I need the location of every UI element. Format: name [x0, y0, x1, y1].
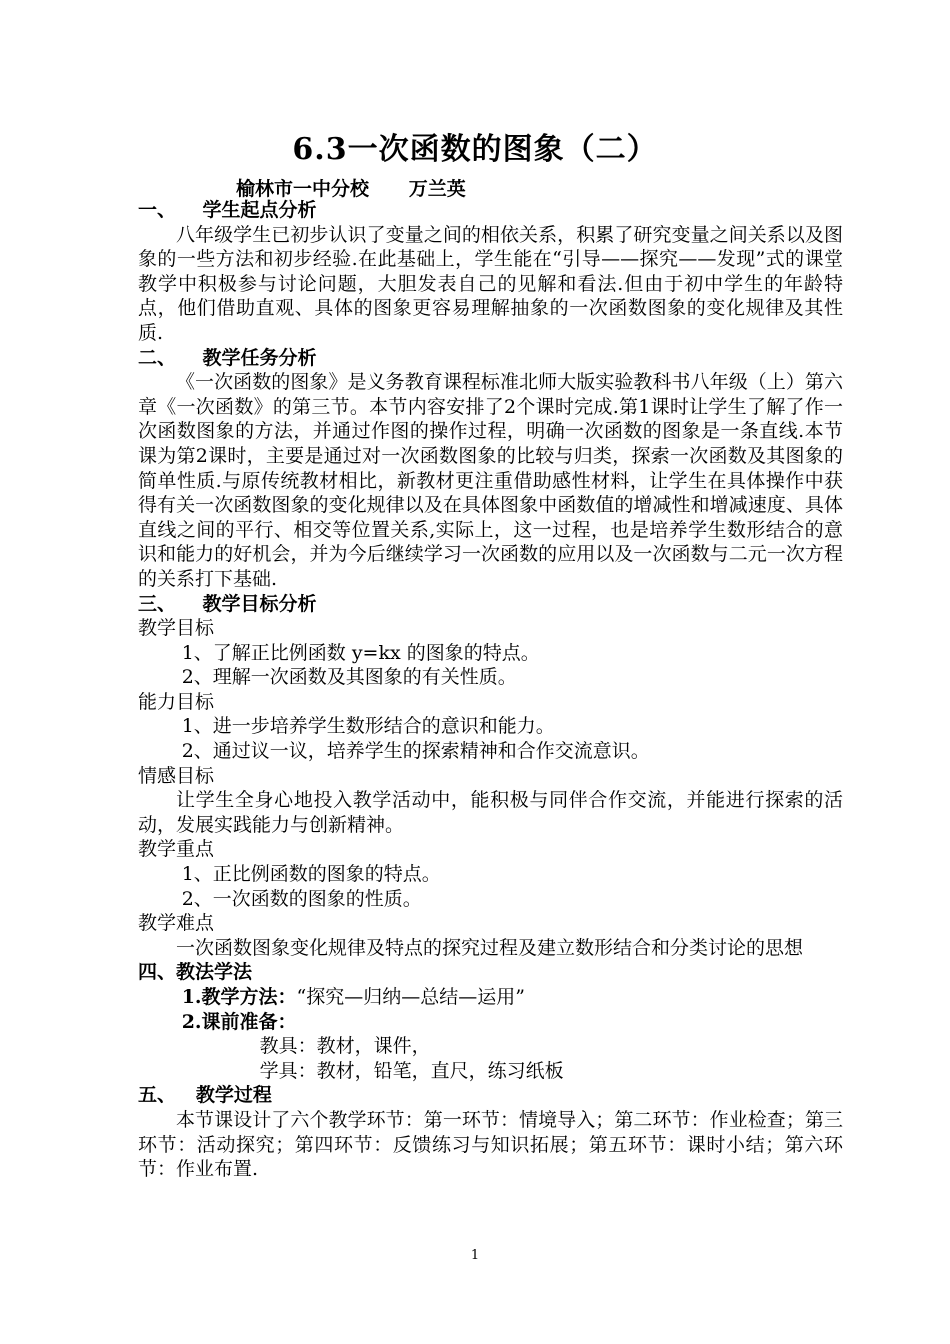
page-number: 1 [470, 1248, 480, 1263]
teacher-tools: 教具：教材，课件， [259, 1035, 431, 1058]
ability-goal-item: 1、进一步培养学生数形结合的意识和能力。 [181, 715, 555, 738]
section-5-paragraph: 本节课设计了六个教学环节：第一环节：情境导入；第二环节：作业检查；第三环节：活动探究；第四环节：反馈练习与知识拓展；第五环节：课时小结；第六环节：作业布置. [138, 1108, 843, 1181]
student-tools: 学具：教材，铅笔，直尺，练习纸板 [259, 1059, 564, 1082]
difficulty-label: 教学难点 [138, 912, 215, 935]
difficulty-paragraph: 一次函数图象变化规律及特点的探究过程及建立数形结合和分类讨论的思想 [176, 936, 804, 959]
section-2-heading: 二、 教学任务分析 [138, 346, 317, 369]
document-body [138, 198, 843, 1182]
emotion-goal-label: 情感目标 [138, 764, 215, 787]
key-point-item: 1、正比例函数的图象的特点。 [181, 863, 441, 886]
section-2-paragraph: 《一次函数的图象》是义务教育课程标准北师大版实验教科书八年级（上）第六章《一次函数》的第三节。本节内容安排了2个课时完成.第1课时让学生了解了作一次函数图象的方法，并通过作图的操作过程，明确一次函数的图象是一条直线.本节课为第2课时，主要是通过对一次函数图象的比较与归类，探索一次函数及其图象的简单性质.与原传统教材相比，新教材更注重借助感性材料，让学生在具体操作中获得有关一次函数图象的变化规律以及在具体图象中函数值的增减性和增减速度、具体直线之间的平行、相交等位置关系,实际上，这一过程，也是培养学生数形结合的意识和能力的好机会，并为今后继续学习一次函数的应用以及一次函数与二元一次方程的关系打下基础. [138, 371, 843, 590]
preparation-label: 2.课前准备： [181, 1010, 297, 1033]
author-line: 榆林市一中分校 万兰英 [236, 178, 466, 200]
teaching-method-value: “探究—归纳—总结—运用” [296, 986, 525, 1008]
key-points-label: 教学重点 [138, 838, 215, 861]
ability-goal-label: 能力目标 [138, 690, 215, 713]
teaching-goal-item: 2、理解一次函数及其图象的有关性质。 [181, 666, 517, 689]
key-point-item: 2、一次函数的图象的性质。 [181, 887, 422, 910]
teaching-method-line [138, 985, 843, 1010]
section-1-heading: 一、 学生起点分析 [138, 199, 317, 221]
teaching-goal-label: 教学目标 [138, 617, 215, 640]
section-3-heading: 三、 教学目标分析 [138, 592, 317, 615]
section-5-heading: 五、 教学过程 [138, 1084, 272, 1107]
teaching-goal-item: 1、了解正比例函数 y=kx 的图象的特点。 [181, 641, 540, 664]
emotion-goal-paragraph: 让学生全身心地投入教学活动中，能积极与同伴合作交流，并能进行探索的活动，发展实践能力与创新精神。 [138, 789, 843, 836]
document-title: 6.3一次函数的图象（二） [292, 132, 658, 167]
section-1-paragraph: 八年级学生已初步认识了变量之间的相依关系，积累了研究变量之间关系以及图象的一些方法和初步经验.在此基础上，学生能在“引导——探究——发现”式的课堂教学中积极参与讨论问题，大胆发表自己的见解和看法.但由于初中学生的年龄特点，他们借助直观、具体的图象更容易理解抽象的一次函数图象的变化规律及其性质. [138, 223, 843, 344]
ability-goal-item: 2、通过议一议，培养学生的探索精神和合作交流意识。 [181, 740, 650, 763]
teaching-method-label: 1.教学方法： [181, 986, 297, 1008]
section-4-heading: 四、教法学法 [138, 961, 253, 984]
